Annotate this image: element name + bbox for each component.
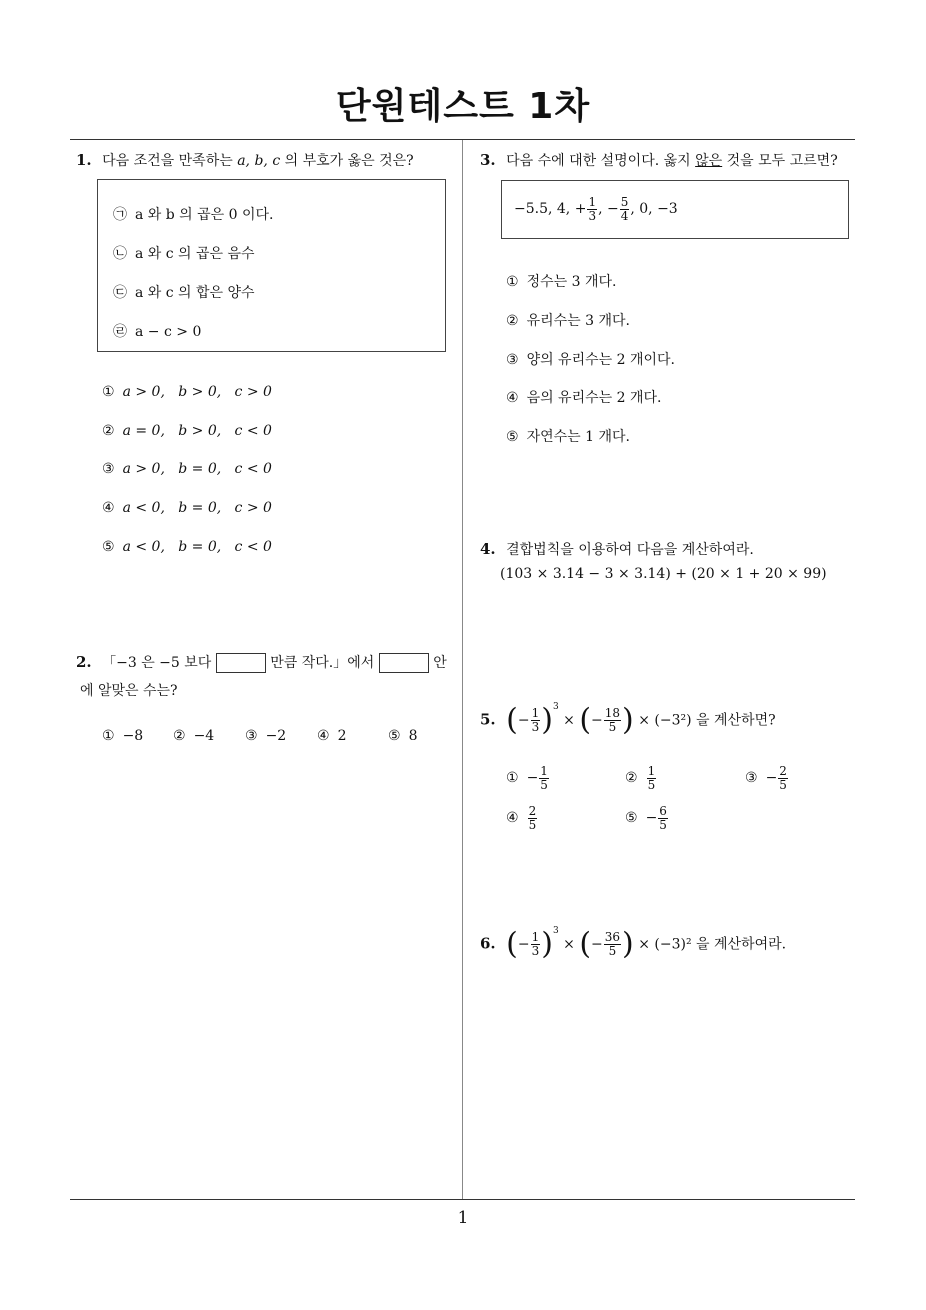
q2-blank-box-2 bbox=[379, 653, 429, 673]
q1-choice-mark: ① bbox=[102, 384, 115, 400]
q5-f2-den: 5 bbox=[608, 720, 617, 735]
q3-choice-text: 양의 유리수는 2 개이다. bbox=[526, 352, 675, 368]
column-divider bbox=[462, 140, 463, 1199]
q5-choice-den: 5 bbox=[540, 777, 548, 792]
q3-box-text-a: −5.5, 4, + bbox=[514, 201, 587, 217]
q1-choice-mark: ⑤ bbox=[102, 539, 115, 555]
q6-fraction-1 bbox=[531, 931, 541, 958]
q5-choice-den: 5 bbox=[659, 817, 667, 832]
q2-number: 2. bbox=[76, 653, 92, 671]
q2-part2: 만큼 작다.」에서 bbox=[270, 655, 375, 671]
q2-part1: 「−3 은 −5 보다 bbox=[102, 655, 212, 671]
q5-choice-den: 5 bbox=[647, 777, 656, 792]
q5-choice-fraction bbox=[539, 765, 549, 792]
q1-choice-text: a > 0, b > 0, c > 0 bbox=[122, 384, 272, 400]
q1-choice-text: a < 0, b = 0, c > 0 bbox=[122, 500, 272, 516]
q3-choice-mark: ③ bbox=[506, 352, 519, 368]
q3-choice-mark: ④ bbox=[506, 390, 519, 406]
q1-choice-text: a > 0, b = 0, c < 0 bbox=[122, 461, 272, 477]
q5-stem: 5. (− $\frac{1}{3}$ )$^3$ × (− $\frac{18}{5}$ ) × (−3²) 을 계산하면? bbox=[480, 702, 776, 738]
q3-choice bbox=[506, 426, 630, 446]
q6-f2-num: 36 bbox=[604, 930, 621, 945]
q1-stem-post: 의 부호가 옳은 것은? bbox=[284, 153, 414, 169]
q3-choice bbox=[506, 387, 661, 407]
q2-choice-mark: ② bbox=[173, 728, 186, 744]
q2-choice bbox=[102, 728, 143, 744]
q6-stem: 6. (− $\frac{1}{3}$ )$^3$ × (− $\frac{36}{5}$ ) × (−3)² 을 계산하여라. bbox=[480, 926, 787, 962]
q1-condition-mark: ㉠ bbox=[113, 207, 127, 223]
q1-choice bbox=[102, 423, 272, 439]
q3-frac1-num: 1 bbox=[588, 194, 597, 209]
page-number: 1 bbox=[457, 1208, 469, 1228]
q1-choice-text: a = 0, b > 0, c < 0 bbox=[122, 423, 272, 439]
q3-choice-mark: ② bbox=[506, 313, 519, 329]
q5-f1-den: 3 bbox=[531, 720, 540, 735]
q5-choice bbox=[625, 800, 669, 836]
q5-fraction-2 bbox=[604, 707, 621, 734]
q4-number: 4. bbox=[480, 540, 496, 558]
q3-choice-mark: ⑤ bbox=[506, 429, 519, 445]
q5-choice bbox=[506, 800, 538, 836]
q5-choice-sign: − bbox=[645, 810, 658, 826]
q1-choice-mark: ④ bbox=[102, 500, 115, 516]
q1-condition-mark: ㉣ bbox=[113, 324, 127, 340]
q3-fraction-1 bbox=[587, 196, 597, 223]
q2-part3: 안 bbox=[433, 655, 447, 671]
q5-choice-fraction bbox=[528, 805, 538, 832]
q1-condition bbox=[113, 243, 255, 263]
q2-choice-text: −8 bbox=[122, 728, 144, 744]
q1-condition bbox=[113, 204, 274, 224]
q1-stem-vars: a, b, c bbox=[237, 153, 281, 169]
q3-choice-text: 유리수는 3 개다. bbox=[526, 313, 630, 329]
q5-choice-fraction bbox=[647, 765, 657, 792]
q5-choice-mark: ③ bbox=[745, 770, 758, 786]
q1-choice-text: a < 0, b = 0, c < 0 bbox=[122, 539, 272, 555]
q5-choice bbox=[625, 760, 657, 796]
q6-rparen-1: ) bbox=[541, 926, 553, 962]
q2-choice-text: 2 bbox=[337, 728, 347, 744]
q5-choice-num: 6 bbox=[659, 803, 667, 818]
q5-f2-num: 18 bbox=[604, 706, 621, 721]
q2-choice-text: −4 bbox=[193, 728, 215, 744]
q1-condition-text: a 와 b 의 곱은 0 이다. bbox=[135, 207, 274, 223]
q6-number: 6. bbox=[480, 934, 496, 953]
q3-stem-post: 것을 모두 고르면? bbox=[726, 153, 838, 169]
q5-choice-num: 1 bbox=[647, 763, 656, 778]
q1-condition bbox=[113, 321, 201, 341]
q5-lparen-1: ( bbox=[506, 702, 518, 738]
q1-condition bbox=[113, 282, 255, 302]
q3-stem-underline: 않은 bbox=[695, 153, 723, 169]
q5-fraction-1 bbox=[531, 707, 541, 734]
q5-choice-sign: − bbox=[765, 770, 778, 786]
q2-choice bbox=[245, 728, 286, 744]
q5-choice-mark: ① bbox=[506, 770, 519, 786]
q3-stem bbox=[480, 150, 838, 170]
q6-fraction-2 bbox=[604, 931, 621, 958]
q5-rparen-2: ) bbox=[622, 702, 634, 738]
q1-condition-text: a − c > 0 bbox=[135, 324, 202, 340]
q5-choice-den: 5 bbox=[779, 777, 787, 792]
q5-choice-fraction bbox=[658, 805, 668, 832]
q2-stem bbox=[76, 652, 447, 673]
q1-condition-text: a 와 c 의 합은 양수 bbox=[135, 285, 255, 301]
q6-f1-num: 1 bbox=[531, 930, 540, 945]
q5-choice-num: 2 bbox=[779, 763, 787, 778]
q3-choice-text: 음의 유리수는 2 개다. bbox=[526, 390, 662, 406]
q3-choice bbox=[506, 271, 616, 291]
q3-choice-mark: ① bbox=[506, 274, 519, 290]
q6-stem-text: 을 계산하여라. bbox=[696, 936, 787, 953]
q5-choice bbox=[506, 760, 550, 796]
q5-choice-mark: ④ bbox=[506, 810, 519, 826]
q2-choice-text: −2 bbox=[265, 728, 287, 744]
q4-expression: (103 × 3.14 − 3 × 3.14) + (20 × 1 + 20 × 99) bbox=[500, 566, 827, 582]
q6-exponent: 3 bbox=[552, 926, 559, 936]
q2-choice bbox=[317, 728, 346, 744]
q3-choice-text: 자연수는 1 개다. bbox=[526, 429, 630, 445]
q3-frac2-num: 5 bbox=[620, 194, 629, 209]
q3-stem-pre: 다음 수에 대한 설명이다. 옳지 bbox=[506, 153, 691, 169]
q5-lparen-2: ( bbox=[579, 702, 592, 738]
q4-stem bbox=[480, 539, 754, 559]
q3-frac2-den: 4 bbox=[620, 208, 629, 223]
q1-choice-mark: ② bbox=[102, 423, 115, 439]
q1-condition-text: a 와 c 의 곱은 음수 bbox=[135, 246, 255, 262]
q3-choice-text: 정수는 3 개다. bbox=[526, 274, 617, 290]
q5-exponent: 3 bbox=[552, 702, 559, 712]
q1-choice-mark: ③ bbox=[102, 461, 115, 477]
q1-stem bbox=[76, 150, 414, 170]
q5-choice-den: 5 bbox=[528, 817, 537, 832]
page-title: 단원테스트 1차 bbox=[335, 86, 591, 127]
q3-choice bbox=[506, 349, 675, 369]
q3-box-text-b: , − bbox=[598, 201, 619, 217]
q6-f2-den: 5 bbox=[608, 944, 617, 959]
q6-tail: × (−3)² bbox=[638, 936, 692, 953]
q6-lparen-1: ( bbox=[506, 926, 518, 962]
q2-line2: 에 알맞은 수는? bbox=[80, 683, 178, 699]
q2-blank-box-1 bbox=[216, 653, 266, 673]
q1-choice bbox=[102, 461, 272, 477]
q3-choice bbox=[506, 310, 630, 330]
q2-choice bbox=[388, 728, 417, 744]
q2-choice-mark: ③ bbox=[245, 728, 258, 744]
q3-box-text-c: , 0, −3 bbox=[630, 201, 678, 217]
q5-choice-mark: ② bbox=[625, 770, 638, 786]
q1-stem-pre: 다음 조건을 만족하는 bbox=[102, 153, 233, 169]
q5-choice-fraction bbox=[778, 765, 788, 792]
q5-choice-mark: ⑤ bbox=[625, 810, 638, 826]
q2-choice-text: 8 bbox=[408, 728, 418, 744]
q4-stem-text: 결합법칙을 이용하여 다음을 계산하여라. bbox=[506, 542, 754, 558]
q5-rparen-1: ) bbox=[541, 702, 553, 738]
q2-choice-mark: ⑤ bbox=[388, 728, 401, 744]
q6-lparen-2: ( bbox=[579, 926, 592, 962]
q1-choice bbox=[102, 539, 272, 555]
q3-frac1-den: 3 bbox=[588, 208, 597, 223]
q1-choice bbox=[102, 500, 272, 516]
q5-f1-num: 1 bbox=[531, 706, 540, 721]
q2-choice-mark: ① bbox=[102, 728, 115, 744]
q6-rparen-2: ) bbox=[622, 926, 634, 962]
q1-number: 1. bbox=[76, 151, 92, 169]
q6-f1-den: 3 bbox=[531, 944, 540, 959]
q5-choice-sign: − bbox=[526, 770, 539, 786]
q3-number: 3. bbox=[480, 151, 496, 169]
q5-number: 5. bbox=[480, 710, 496, 729]
q2-choice-mark: ④ bbox=[317, 728, 330, 744]
q5-stem-text: 을 계산하면? bbox=[696, 712, 776, 729]
q5-tail: × (−3²) bbox=[638, 712, 692, 729]
bottom-rule bbox=[70, 1199, 855, 1200]
q5-choice-num: 2 bbox=[528, 803, 537, 818]
q1-condition-mark: ㉡ bbox=[113, 246, 127, 262]
q3-number-list bbox=[514, 190, 678, 228]
q5-choice-num: 1 bbox=[540, 763, 548, 778]
q1-choice bbox=[102, 384, 272, 400]
q3-fraction-2 bbox=[620, 196, 630, 223]
q2-choice bbox=[173, 728, 214, 744]
q5-choice bbox=[745, 760, 789, 796]
q1-condition-mark: ㉢ bbox=[113, 285, 127, 301]
